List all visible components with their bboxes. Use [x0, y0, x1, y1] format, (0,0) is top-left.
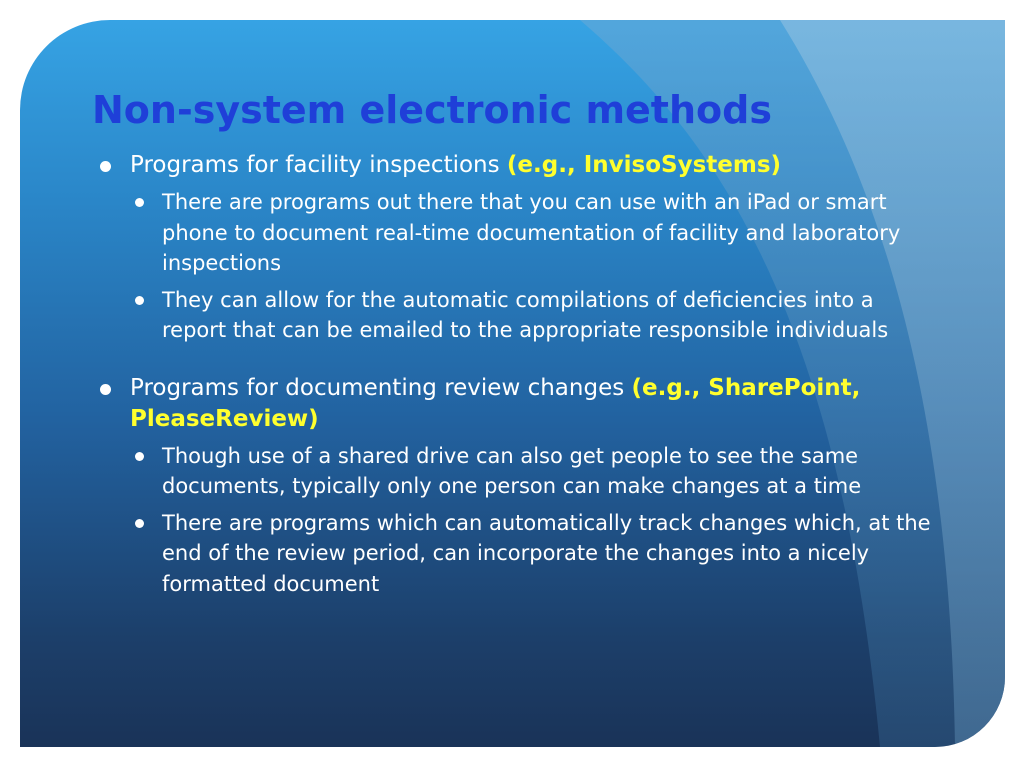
bullet-dot-icon — [100, 384, 111, 395]
slide-right-edge — [1005, 20, 1024, 747]
sub-bullet-dot-icon — [135, 198, 144, 207]
slide-title: Non-system electronic methods — [92, 88, 772, 132]
bullet-item — [100, 150, 935, 181]
sub-bullet-item — [132, 441, 935, 502]
bullet-dot-icon — [100, 161, 111, 172]
sub-bullet-list — [132, 187, 935, 346]
bullet-text: Programs for facility inspections — [130, 152, 507, 178]
sub-bullet-text: They can allow for the automatic compilations of deficiencies into a report that can be emailed to the appropriate responsible individuals — [162, 287, 889, 342]
sub-bullet-dot-icon — [135, 519, 144, 528]
sub-bullet-item — [132, 285, 935, 346]
sub-bullet-dot-icon — [135, 452, 144, 461]
sub-bullet-list — [132, 441, 935, 600]
sub-bullet-text: Though use of a shared drive can also get people to see the same documents, typically only one person can make changes at a time — [162, 443, 862, 498]
bullet-highlight: (e.g., InvisoSystems) — [506, 152, 782, 178]
sub-bullet-text: There are programs which can automatically track changes which, at the end of the review period, can incorporate the changes into a nicely formatted document — [162, 510, 931, 596]
bullet-text: Programs for documenting review changes — [130, 374, 632, 401]
sub-bullet-item — [132, 508, 935, 600]
sub-bullet-text: There are programs out there that you can use with an iPad or smart phone to document real-time documentation of facility and laboratory inspections — [162, 190, 901, 275]
sub-bullet-dot-icon — [135, 296, 144, 305]
bullet-item — [100, 373, 935, 435]
slide-content — [100, 150, 935, 599]
sub-bullet-item — [132, 187, 935, 279]
bullet-highlight: (e.g., SharePoint, PleaseReview) — [130, 374, 861, 432]
